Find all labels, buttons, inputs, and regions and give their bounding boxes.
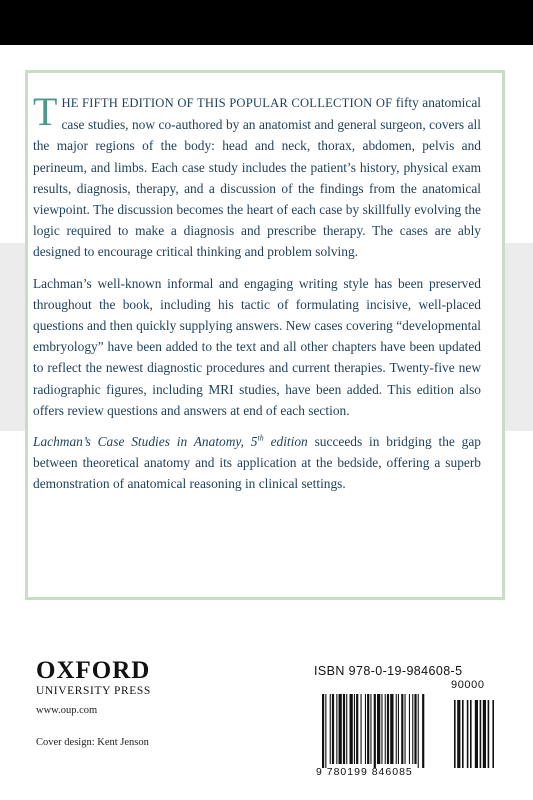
barcode-bar — [330, 694, 331, 764]
barcode-bar — [325, 694, 326, 768]
price-code: 90000 — [451, 679, 485, 691]
barcode-bar — [322, 694, 324, 768]
barcode-bar — [390, 694, 393, 764]
isbn-label: ISBN 978-0-19-984608-5 — [314, 664, 463, 678]
price-addon-bar — [488, 700, 490, 768]
barcode-bar — [401, 694, 403, 764]
barcode-bar — [356, 694, 358, 764]
barcode-bar — [412, 694, 413, 764]
publisher-url: www.oup.com — [36, 705, 98, 716]
price-addon-bar — [470, 700, 472, 768]
barcode-bar — [381, 694, 382, 764]
barcode-bar — [405, 694, 406, 764]
blurb-paragraph-2: Lachman’s well-known informal and engaging writing style has been preserved throughout the book, including his tactic of formulating incisive, well-placed questions and then quickly supplying answers. New cases covering “developmental embryology” have been added to the text and all other chapters have been updated to reflect the newest diagnostic procedures and current therapies. Twenty-five new radiographic figures, including MRI studies, have been added. This edition also offers review questions and answers at end of each section. — [33, 275, 481, 418]
barcode-bar — [418, 694, 419, 768]
barcode-bar — [354, 694, 355, 764]
barcode-bar — [422, 694, 424, 768]
lead-in: HE FIFTH EDITION OF THIS POPULAR COLLECTION OF — [61, 96, 393, 110]
oxford-logo — [36, 658, 166, 698]
barcode-bar — [396, 694, 397, 764]
barcode-bar — [332, 694, 334, 764]
barcode-bar — [370, 694, 371, 764]
price-addon-bar — [492, 700, 494, 768]
edition-superscript: th — [257, 433, 264, 443]
price-addon-bar — [457, 700, 460, 768]
barcode-bar — [367, 694, 369, 764]
barcode-bar — [339, 694, 342, 764]
barcode-bar — [350, 694, 353, 764]
barcode-digits: 9 780199 846085 — [316, 766, 413, 778]
barcode-bar — [346, 694, 347, 764]
book-title-italic: Lachman’s Case Studies in Anatomy, 5 — [33, 434, 258, 450]
barcode-bar — [385, 694, 386, 764]
barcode-bar — [365, 694, 366, 764]
publisher-press: UNIVERSITY PRESS — [36, 685, 151, 697]
price-addon-bar — [462, 700, 464, 768]
top-black-band — [0, 0, 533, 45]
barcode-bar — [398, 694, 399, 764]
price-addon-bar — [454, 700, 456, 768]
blurb-paragraph-1 — [33, 89, 481, 263]
barcode-bar — [377, 694, 380, 764]
blurb-text — [33, 89, 481, 505]
barcode-bar — [361, 694, 362, 764]
paragraph-3-body: succeeds in bridging the gap between theoretical anatomy and its application at the bedside, offering a superb demonstration of anatomical reasoning in clinical settings. — [33, 434, 481, 492]
price-addon-bar — [475, 700, 478, 768]
barcode-bar — [409, 694, 410, 764]
barcode-bar — [343, 694, 345, 764]
price-addon-bar — [480, 700, 482, 768]
barcode-bar — [336, 694, 337, 764]
drop-cap: T — [33, 89, 58, 134]
price-addon-bar — [483, 700, 486, 768]
barcode-bar — [374, 694, 376, 768]
cover-credit: Cover design: Kent Jenson — [36, 737, 149, 748]
publisher-name: OXFORD — [36, 657, 151, 684]
paragraph-1-body: fifty anatomical case studies, now co-authored by an anatomist and general surgeon, covers all the major regions of the body: head and neck, thorax, abdomen, pelvis and perineum, and limbs. Each case study includes the patient’s history, physical exam results, diagnosis, therapy, and a discussion of the findings from the anatomical viewpoint. The discussion becomes the heart of each case by skillfully evolving the logic required to make a diagnosis and prescribe therapy. The cases are ably designed to encourage critical thinking and problem solving. — [33, 95, 481, 260]
barcode-bar — [414, 694, 416, 764]
barcode-bar — [387, 694, 389, 764]
price-addon-bar — [467, 700, 469, 768]
edition-word: edition — [263, 434, 308, 450]
blurb-paragraph-3 — [33, 431, 481, 495]
